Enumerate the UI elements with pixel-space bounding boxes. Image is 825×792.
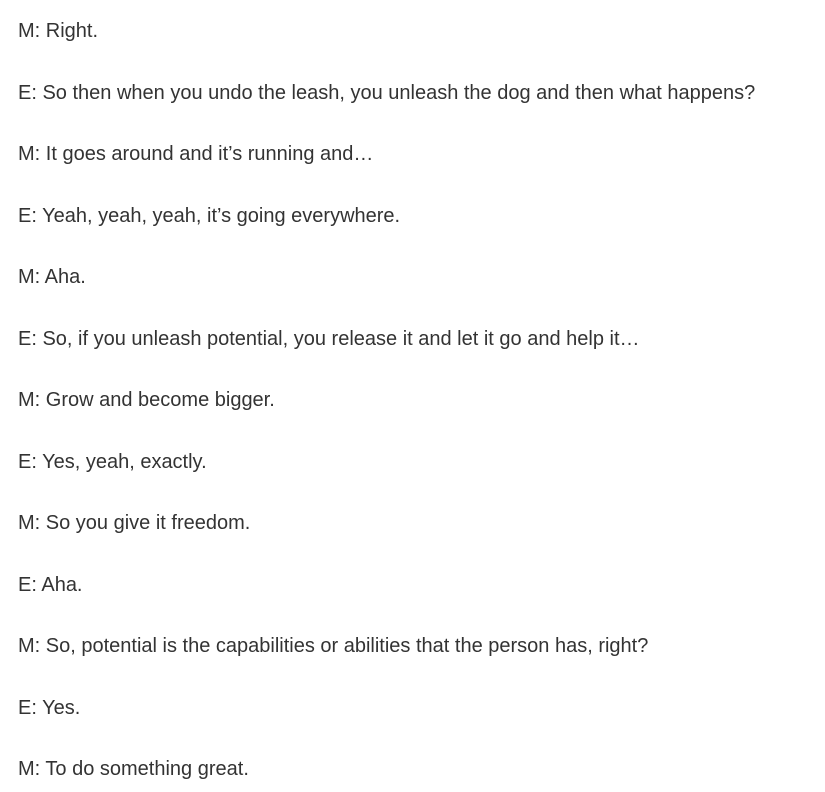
dialogue-line: E: Yes.: [18, 697, 81, 719]
dialogue-line: E: Yes, yeah, exactly.: [18, 451, 207, 473]
dialogue-line: M: It goes around and it’s running and…: [18, 143, 374, 165]
dialogue-line: M: So, potential is the capabilities or abilities that the person has, right?: [18, 635, 649, 657]
dialogue-line: E: So then when you undo the leash, you unleash the dog and then what happens?: [18, 82, 756, 104]
dialogue-line: E: So, if you unleash potential, you release it and let it go and help it…: [18, 328, 640, 350]
dialogue-line: E: Yeah, yeah, yeah, it’s going everywhere.: [18, 205, 401, 227]
dialogue-line: M: So you give it freedom.: [18, 512, 251, 534]
dialogue-line: M: Grow and become bigger.: [18, 389, 275, 411]
dialogue-line: M: To do something great.: [18, 758, 249, 780]
dialogue-line: E: Aha.: [18, 574, 83, 596]
dialogue-line: M: Aha.: [18, 266, 86, 288]
dialogue-line: M: Right.: [18, 20, 99, 42]
